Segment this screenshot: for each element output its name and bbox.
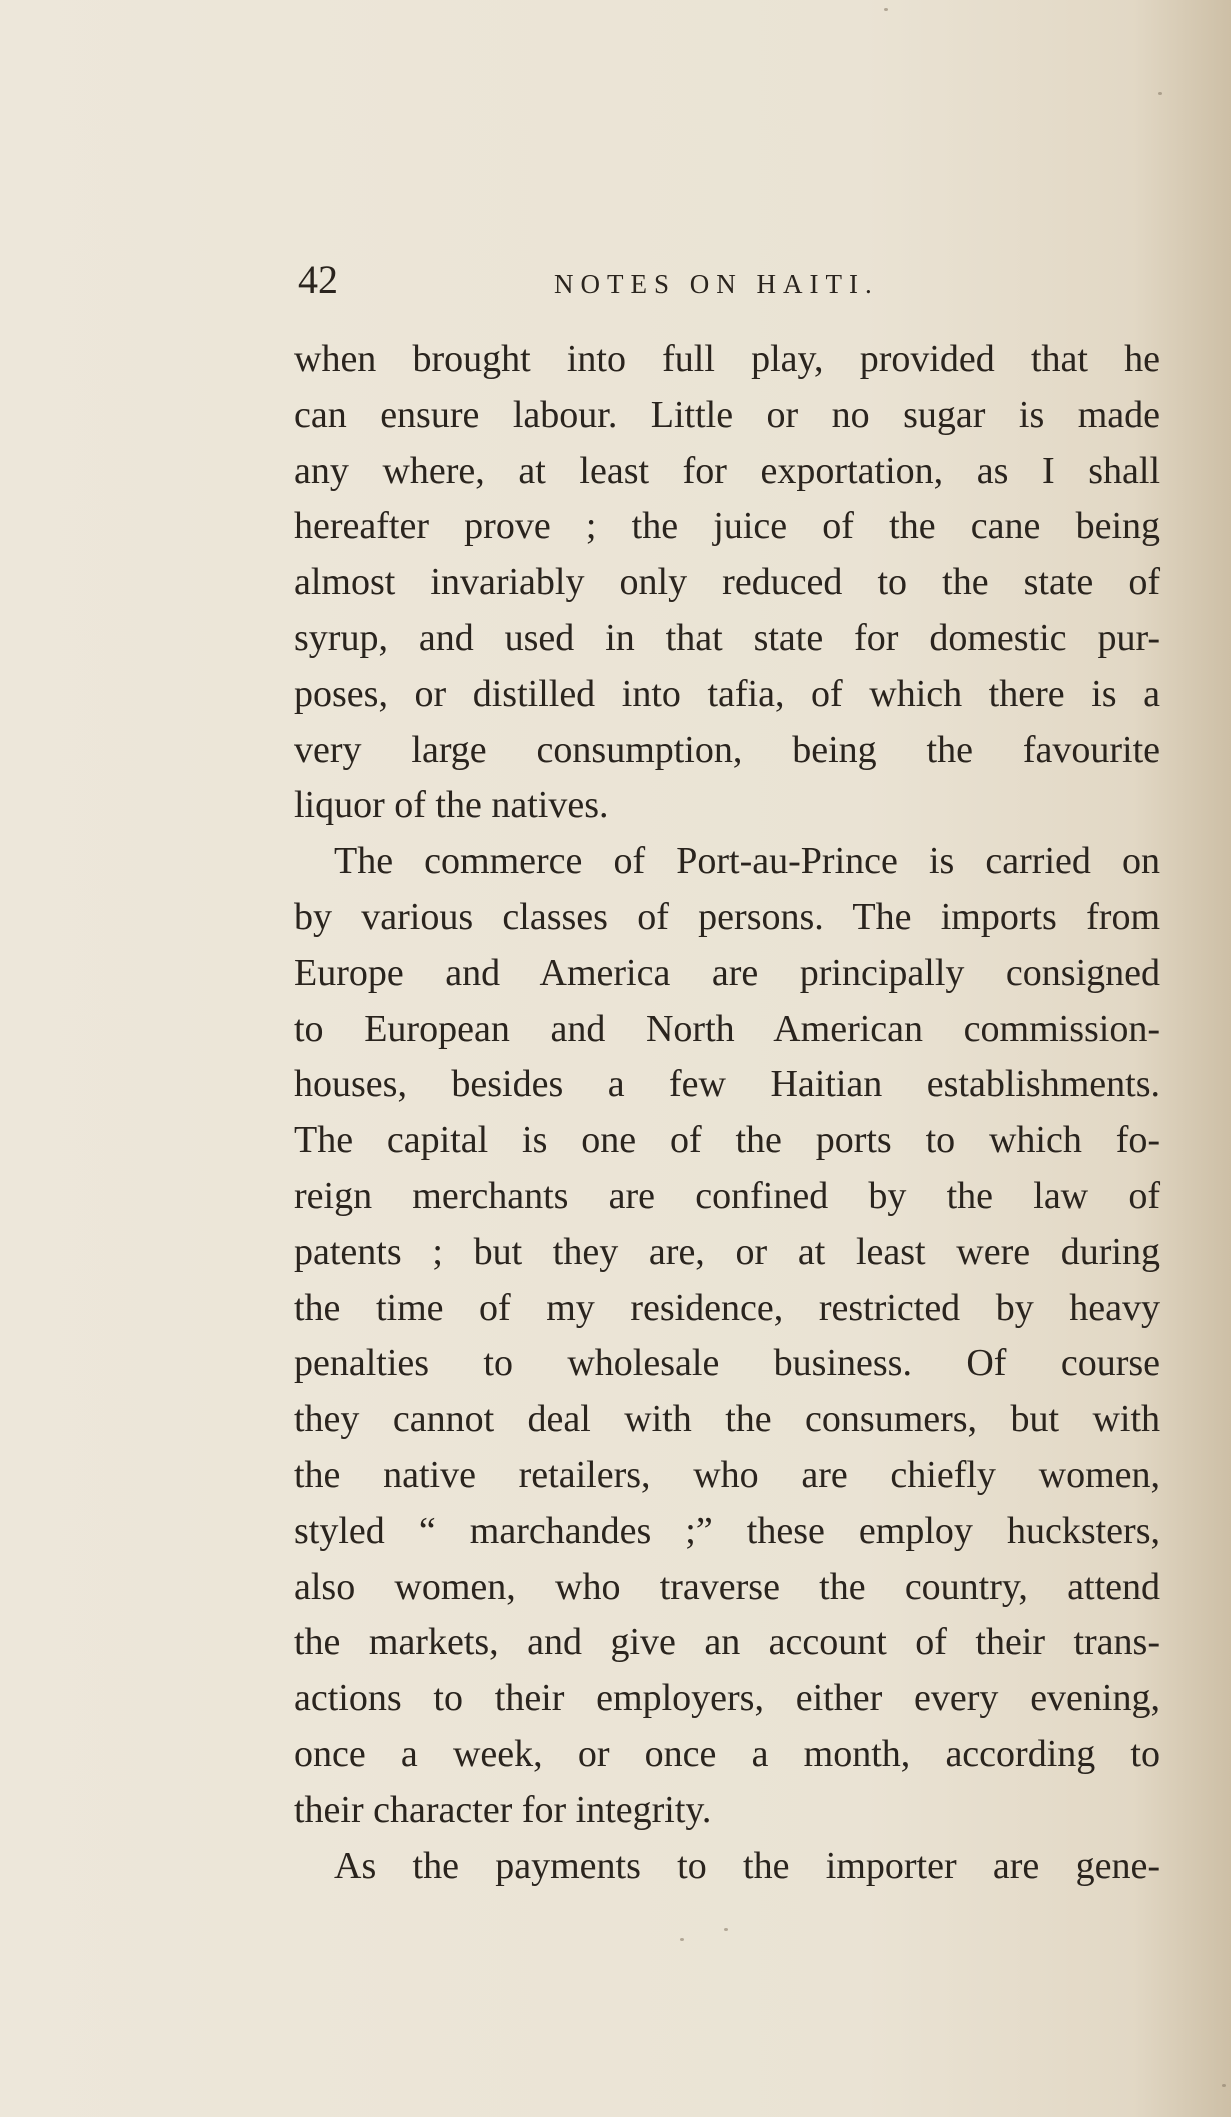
text-line: liquor of the natives. bbox=[294, 784, 609, 827]
body-text bbox=[294, 332, 1160, 1894]
page-header bbox=[298, 250, 1158, 310]
text-line: very large consumption, being the favourite bbox=[294, 728, 1160, 771]
text-line: penalties to wholesale business. Of course bbox=[294, 1342, 1160, 1385]
page-number: 42 bbox=[298, 257, 338, 302]
text-line: Europe and America are principally consigned bbox=[294, 951, 1160, 994]
running-title: NOTES ON HAITI. bbox=[554, 269, 879, 299]
text-line: reign merchants are confined by the law of bbox=[294, 1174, 1160, 1217]
text-line: the native retailers, who are chiefly women, bbox=[294, 1453, 1160, 1496]
text-line: can ensure labour. Little or no sugar is made bbox=[294, 393, 1160, 436]
text-line: to European and North American commission- bbox=[294, 1007, 1160, 1050]
text-line: The commerce of Port-au-Prince is carried on bbox=[334, 840, 1160, 883]
text-line: hereafter prove ; the juice of the cane being bbox=[294, 505, 1160, 548]
text-line: As the payments to the importer are gene- bbox=[334, 1844, 1160, 1887]
paper-speck bbox=[884, 8, 888, 11]
text-line: their character for integrity. bbox=[294, 1788, 712, 1831]
text-line: also women, who traverse the country, attend bbox=[294, 1565, 1160, 1608]
text-line: once a week, or once a month, according to bbox=[294, 1732, 1160, 1775]
text-line: the time of my residence, restricted by heavy bbox=[294, 1286, 1160, 1329]
text-line: the markets, and give an account of their trans- bbox=[294, 1621, 1160, 1664]
paper-speck bbox=[1158, 92, 1162, 95]
text-line: houses, besides a few Haitian establishments. bbox=[294, 1063, 1160, 1106]
text-line: The capital is one of the ports to which fo- bbox=[294, 1119, 1160, 1162]
text-line: they cannot deal with the consumers, but with bbox=[294, 1398, 1160, 1441]
paper-speck bbox=[724, 1928, 728, 1931]
text-line: almost invariably only reduced to the state of bbox=[294, 561, 1160, 604]
paper-speck bbox=[1222, 2084, 1226, 2087]
text-line: syrup, and used in that state for domestic pur- bbox=[294, 616, 1160, 659]
text-line: patents ; but they are, or at least were during bbox=[294, 1230, 1160, 1273]
text-line: any where, at least for exportation, as I shall bbox=[294, 449, 1160, 492]
text-line: poses, or distilled into tafia, of which there is a bbox=[294, 672, 1160, 715]
text-line: by various classes of persons. The imports from bbox=[294, 895, 1160, 938]
text-line: styled “ marchandes ;” these employ hucksters, bbox=[294, 1509, 1160, 1552]
text-line: actions to their employers, either every evening, bbox=[294, 1677, 1160, 1720]
paper-speck bbox=[680, 1938, 684, 1941]
text-line: when brought into full play, provided that he bbox=[294, 338, 1160, 380]
